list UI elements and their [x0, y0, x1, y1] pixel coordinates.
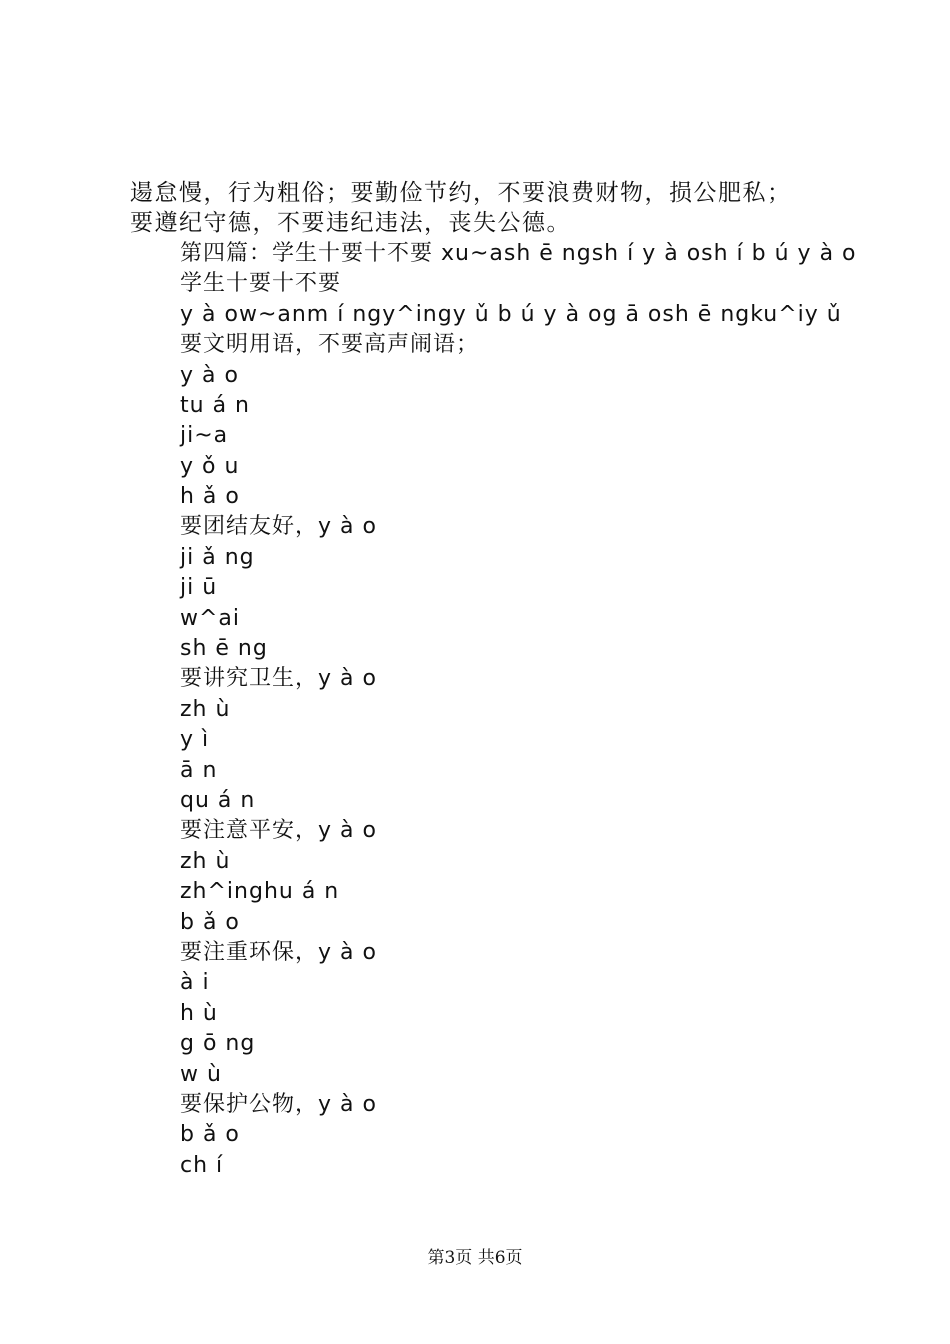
text-line: h ǎ o: [180, 484, 240, 509]
text-line: ji~a: [180, 423, 229, 448]
text-line: à i: [180, 970, 210, 995]
page-number-footer: 第3页 共6页: [427, 1248, 523, 1268]
text-line: tu á n: [180, 393, 250, 418]
text-line: sh ē ng: [180, 636, 268, 661]
paragraph-line-2: 要遵纪守德，不要违纪违法，丧失公德。: [130, 210, 571, 236]
text-line: ji ū: [180, 575, 218, 600]
text-line: b ǎ o: [180, 1122, 240, 1147]
text-line: y ǒ u: [180, 454, 240, 479]
text-line: 要注重环保，y à o: [180, 940, 377, 965]
text-line: y à ow~anm í ngy^ingy ǔ b ú y à og ā osh ē ngku^iy ǔ: [180, 302, 842, 327]
text-line: ch í: [180, 1153, 224, 1178]
paragraph-line-1: 逿怠慢，行为粗俗；要勤俭节约，不要浪费财物，损公肥私；: [130, 180, 792, 206]
text-line: 要注意平安，y à o: [180, 818, 377, 843]
text-line: ā n: [180, 758, 218, 783]
text-line: w ù: [180, 1062, 222, 1087]
text-line: w^ai: [180, 606, 241, 631]
text-line: 要文明用语，不要高声闹语；: [180, 332, 480, 357]
text-line: h ù: [180, 1001, 218, 1026]
text-line: qu á n: [180, 788, 256, 813]
section-heading: 第四篇：学生十要十不要 xu~ash ē ngsh í y à osh í b ú y à o: [180, 241, 857, 266]
text-line: 要团结友好，y à o: [180, 514, 377, 539]
text-line: zh ù: [180, 849, 231, 874]
text-line: y ì: [180, 727, 210, 752]
text-line: zh ù: [180, 697, 231, 722]
text-line: zh^inghu á n: [180, 879, 340, 904]
text-line: 要保护公物，y à o: [180, 1092, 377, 1117]
text-line: 要讲究卫生，y à o: [180, 666, 377, 691]
text-line: ji ǎ ng: [180, 545, 255, 570]
section-subtitle: 学生十要十不要: [180, 271, 342, 296]
text-line: y à o: [180, 363, 239, 388]
text-line: g ō ng: [180, 1031, 256, 1056]
text-line: b ǎ o: [180, 910, 240, 935]
